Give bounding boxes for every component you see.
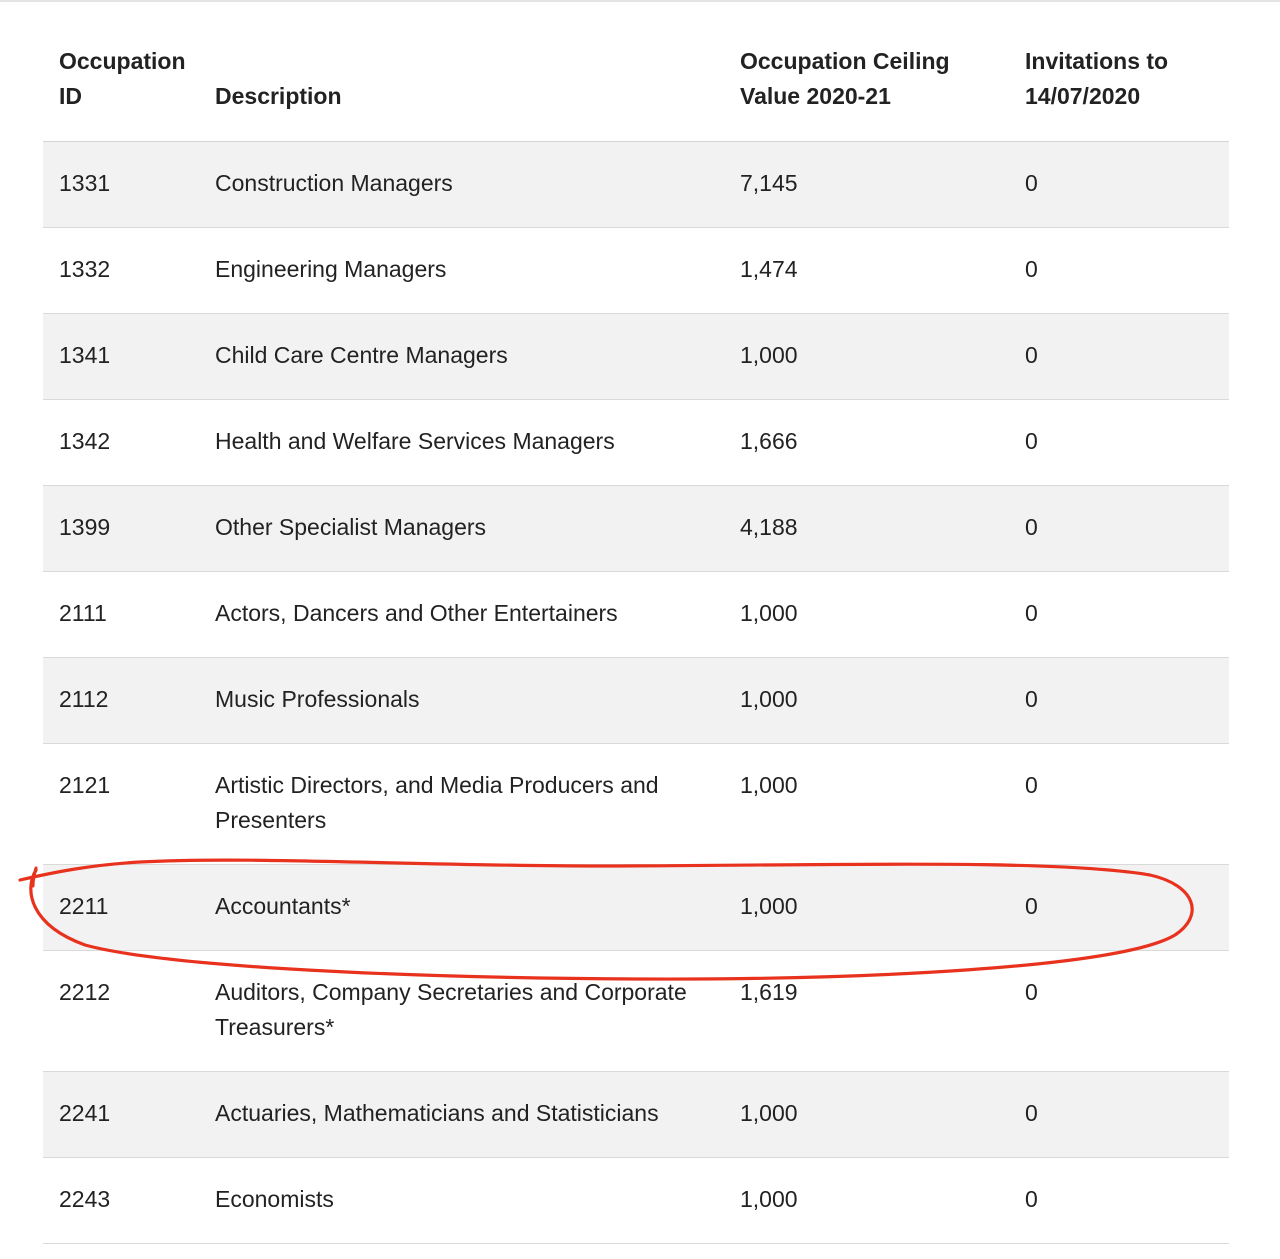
- table-row: [43, 227, 1229, 313]
- cell-occupation-id: 1332: [43, 227, 199, 313]
- cell-occupation-id: 2111: [43, 571, 199, 657]
- cell-invitations: 0: [1009, 313, 1229, 399]
- description-line: Child Care Centre Managers: [215, 341, 508, 368]
- cell-invitations: 0: [1009, 1071, 1229, 1157]
- table-header: [43, 0, 1229, 141]
- table-row: [43, 313, 1229, 399]
- description-line: Music Professionals: [215, 685, 420, 712]
- table-row: [43, 1071, 1229, 1157]
- table-row: [43, 657, 1229, 743]
- cell-ceiling-value: 1,000: [724, 657, 1009, 743]
- cell-description: [199, 571, 724, 657]
- cell-description: [199, 399, 724, 485]
- description-line: Construction Managers: [215, 169, 453, 196]
- cell-description: [199, 313, 724, 399]
- cell-ceiling-value: 1,619: [724, 950, 1009, 1071]
- header-description: Description: [199, 0, 724, 141]
- table-row: [43, 399, 1229, 485]
- cell-invitations: 0: [1009, 657, 1229, 743]
- cell-invitations: 0: [1009, 950, 1229, 1071]
- header-occupation-id: Occupation ID: [43, 0, 199, 141]
- description-line: Actors, Dancers and Other Entertainers: [215, 599, 618, 626]
- cell-invitations: 0: [1009, 1157, 1229, 1243]
- cell-description: [199, 1157, 724, 1243]
- cell-occupation-id: 1331: [43, 141, 199, 227]
- cell-description: [199, 141, 724, 227]
- cell-occupation-id: 2112: [43, 657, 199, 743]
- cell-occupation-id: 1399: [43, 485, 199, 571]
- cell-invitations: 0: [1009, 743, 1229, 864]
- occupation-ceiling-table: [43, 0, 1229, 1244]
- description-line: Treasurers*: [215, 1013, 335, 1040]
- header-invitations: Invitations to 14/07/2020: [1009, 0, 1229, 141]
- table-row: [43, 743, 1229, 864]
- table-row: [43, 571, 1229, 657]
- cell-ceiling-value: 1,000: [724, 313, 1009, 399]
- header-row: [43, 0, 1229, 141]
- cell-occupation-id: 2211: [43, 864, 199, 950]
- cell-description: [199, 485, 724, 571]
- cell-ceiling-value: 4,188: [724, 485, 1009, 571]
- cell-invitations: 0: [1009, 864, 1229, 950]
- description-line: Auditors, Company Secretaries and Corporate: [215, 978, 687, 1005]
- cell-description: [199, 657, 724, 743]
- cell-invitations: 0: [1009, 399, 1229, 485]
- description-line: Accountants*: [215, 892, 351, 919]
- table-body: [43, 141, 1229, 1243]
- occupation-table-container: [43, 0, 1229, 1244]
- cell-invitations: 0: [1009, 227, 1229, 313]
- cell-ceiling-value: 1,000: [724, 743, 1009, 864]
- table-row: [43, 485, 1229, 571]
- cell-occupation-id: 2243: [43, 1157, 199, 1243]
- cell-invitations: 0: [1009, 571, 1229, 657]
- cell-description: [199, 227, 724, 313]
- cell-invitations: 0: [1009, 141, 1229, 227]
- cell-ceiling-value: 1,000: [724, 864, 1009, 950]
- cell-description: [199, 950, 724, 1071]
- cell-occupation-id: 1341: [43, 313, 199, 399]
- description-line: Actuaries, Mathematicians and Statisticians: [215, 1099, 659, 1126]
- cell-description: [199, 864, 724, 950]
- description-line: Other Specialist Managers: [215, 513, 487, 540]
- cell-ceiling-value: 1,474: [724, 227, 1009, 313]
- cell-ceiling-value: 7,145: [724, 141, 1009, 227]
- cell-invitations: 0: [1009, 485, 1229, 571]
- table-row: [43, 864, 1229, 950]
- cell-ceiling-value: 1,666: [724, 399, 1009, 485]
- cell-occupation-id: 2121: [43, 743, 199, 864]
- cell-description: [199, 1071, 724, 1157]
- table-row: [43, 141, 1229, 227]
- description-line: Health and Welfare Services Managers: [215, 427, 615, 454]
- cell-occupation-id: 2241: [43, 1071, 199, 1157]
- description-line: Engineering Managers: [215, 255, 447, 282]
- cell-description: [199, 743, 724, 864]
- cell-occupation-id: 1342: [43, 399, 199, 485]
- description-line: Artistic Directors, and Media Producers and: [215, 771, 659, 798]
- cell-ceiling-value: 1,000: [724, 571, 1009, 657]
- cell-occupation-id: 2212: [43, 950, 199, 1071]
- description-line: Economists: [215, 1185, 334, 1212]
- cell-ceiling-value: 1,000: [724, 1157, 1009, 1243]
- description-line: Presenters: [215, 806, 327, 833]
- cell-ceiling-value: 1,000: [724, 1071, 1009, 1157]
- header-ceiling-value: Occupation Ceiling Value 2020-21: [724, 0, 1009, 141]
- table-row: [43, 950, 1229, 1071]
- table-row: [43, 1157, 1229, 1243]
